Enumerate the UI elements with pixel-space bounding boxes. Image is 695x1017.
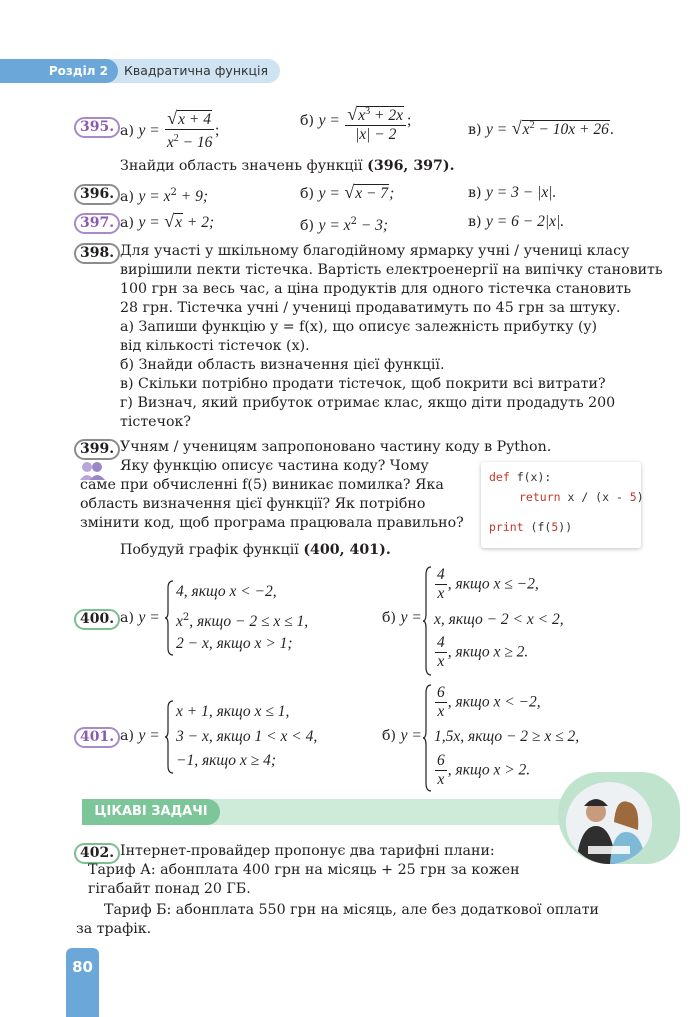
problem-396-a: а) $y = x^2 + 9$; <box>120 187 208 205</box>
section-title: ЦІКАВІ ЗАДАЧІ <box>82 799 220 825</box>
brace-401-a <box>164 700 174 774</box>
page-number: 80 <box>66 948 99 1017</box>
problem-402-line: Тариф А: абонплата 400 грн на місяць + 25 грн за кожен <box>88 862 520 878</box>
problem-398-line: в) Скільки потрібно продати тістечок, щоб покрити всі витрати? <box>120 376 606 392</box>
problem-398-line: тістечок? <box>120 414 191 430</box>
instruction-396-397: Знайди область значень функції (396, 397). <box>120 158 455 174</box>
python-code-box <box>481 462 644 548</box>
problem-396-c: в) y = 3 − |x|. <box>468 184 557 201</box>
problem-398-line: б) Знайди область визначення цієї функції. <box>120 357 445 373</box>
problem-396-b: б) y = √x − 7; <box>300 182 395 202</box>
code-line-2: return x / (x - 5) <box>519 490 644 504</box>
problem-400-number: 400. <box>74 608 120 630</box>
problem-399-number: 399. <box>74 438 120 460</box>
code-line-1: def f(x): <box>489 470 552 484</box>
problem-397-c: в) y = 6 − 2|x|. <box>468 213 565 230</box>
brace-401-b <box>422 684 432 792</box>
problem-401-number: 401. <box>74 726 120 748</box>
problem-401-a-case-1: x + 1, якщо x ≤ 1, <box>176 703 290 720</box>
problem-400-a-case-3: 2 − x, якщо x > 1; <box>176 635 293 652</box>
problem-401-a-label: а) y = <box>120 727 160 744</box>
problem-400-a-label: а) y = <box>120 609 160 626</box>
problem-398-line: Для участі у шкільному благодійному ярмарку учні / учениці класу <box>120 243 630 259</box>
problem-400-b-case-2: x, якщо − 2 < x < 2, <box>434 611 564 628</box>
brace-400-a <box>164 580 174 656</box>
problem-402-line: гігабайт понад 20 ГБ. <box>88 881 251 897</box>
problem-398-text <box>120 242 663 432</box>
students-photo <box>566 782 652 864</box>
problem-395-c: в) $y = √x^2 - 10x + 26$. <box>468 118 614 138</box>
problem-395-a: а) y = $\frac{√x + 4}{x^2 - 16}$ ; <box>120 108 220 151</box>
problem-398-line: 100 грн за весь час, а ціна продуктів для одного тістечка становить <box>120 281 632 297</box>
code-line-3: print (f(5)) <box>489 520 573 534</box>
problem-398-line: г) Визнач, який прибуток отримає клас, якщо діти продадуть 200 <box>120 395 616 411</box>
section-label: Розділ 2 <box>0 59 118 83</box>
problem-400-b-case-3: $\frac{4}{x}$ , якщо x ≥ 2. <box>437 634 529 670</box>
problem-398-line: а) Запиши функцію y = f(x), що описує залежність прибутку (y) <box>120 319 598 335</box>
problem-399-line: область визначення цієї функції? Як потрібно <box>80 496 426 512</box>
problem-395-number: 395. <box>74 116 120 138</box>
problem-401-b-case-1: $\frac{6}{x}$ , якщо x < −2, <box>437 684 541 720</box>
problem-400-b-label: б) y = <box>382 609 422 626</box>
problem-398-line: вирішили пекти тістечка. Вартість електроенергії на випічку становить <box>120 262 663 278</box>
problem-397-number: 397. <box>74 212 120 234</box>
problem-397-a: а) y = √x + 2; <box>120 211 215 231</box>
problem-398-line: 28 грн. Тістечка учні / учениці продаватимуть по 45 грн за штуку. <box>120 300 621 316</box>
problem-395-b: б) y = $\frac{√x^3 + 2x}{|x| - 2}$ ; <box>300 104 412 143</box>
problem-400-a-case-2: $x^2$, якщо − 2 ≤ x ≤ 1, <box>176 612 309 630</box>
problem-401-b-label: б) y = <box>382 727 422 744</box>
problem-402-line: за трафік. <box>76 921 152 937</box>
instruction-400-401: Побудуй графік функції (400, 401). <box>120 542 391 558</box>
problem-396-number: 396. <box>74 183 120 205</box>
problem-399-line: саме при обчисленні f(5) виникає помилка? Яка <box>80 477 444 493</box>
problem-399-line: Яку функцію описує частина коду? Чому <box>120 458 429 474</box>
problem-402-line: Інтернет-провайдер пропонує два тарифні плани: <box>120 843 495 859</box>
problem-401-b-case-2: 1,5x, якщо − 2 ≥ x ≤ 2, <box>434 728 580 745</box>
problem-402-number: 402. <box>74 842 120 864</box>
problem-401-a-case-3: −1, якщо x ≥ 4; <box>176 752 276 769</box>
problem-400-b-case-1: $\frac{4}{x}$ , якщо x ≤ −2, <box>437 566 539 602</box>
problem-398-number: 398. <box>74 242 120 264</box>
problem-398-line: від кількості тістечок (x). <box>120 338 310 354</box>
problem-400-a-case-1: 4, якщо x < −2, <box>176 583 277 600</box>
brace-400-b <box>422 566 432 676</box>
chapter-title: Квадратична функція <box>124 63 269 78</box>
problem-399-line: змінити код, щоб програма працювала правильно? <box>80 515 464 531</box>
problem-401-b-case-3: $\frac{6}{x}$ , якщо x > 2. <box>437 752 531 788</box>
problem-399-line: Учням / ученицям запропоновано частину коду в Python. <box>120 439 552 455</box>
problem-402-line: Тариф Б: абонплата 550 грн на місяць, але без додаткової оплати <box>104 902 600 918</box>
problem-397-b: б) $y = x^2 - 3$; <box>300 216 389 234</box>
problem-401-a-case-2: 3 − x, якщо 1 < x < 4, <box>176 728 318 745</box>
